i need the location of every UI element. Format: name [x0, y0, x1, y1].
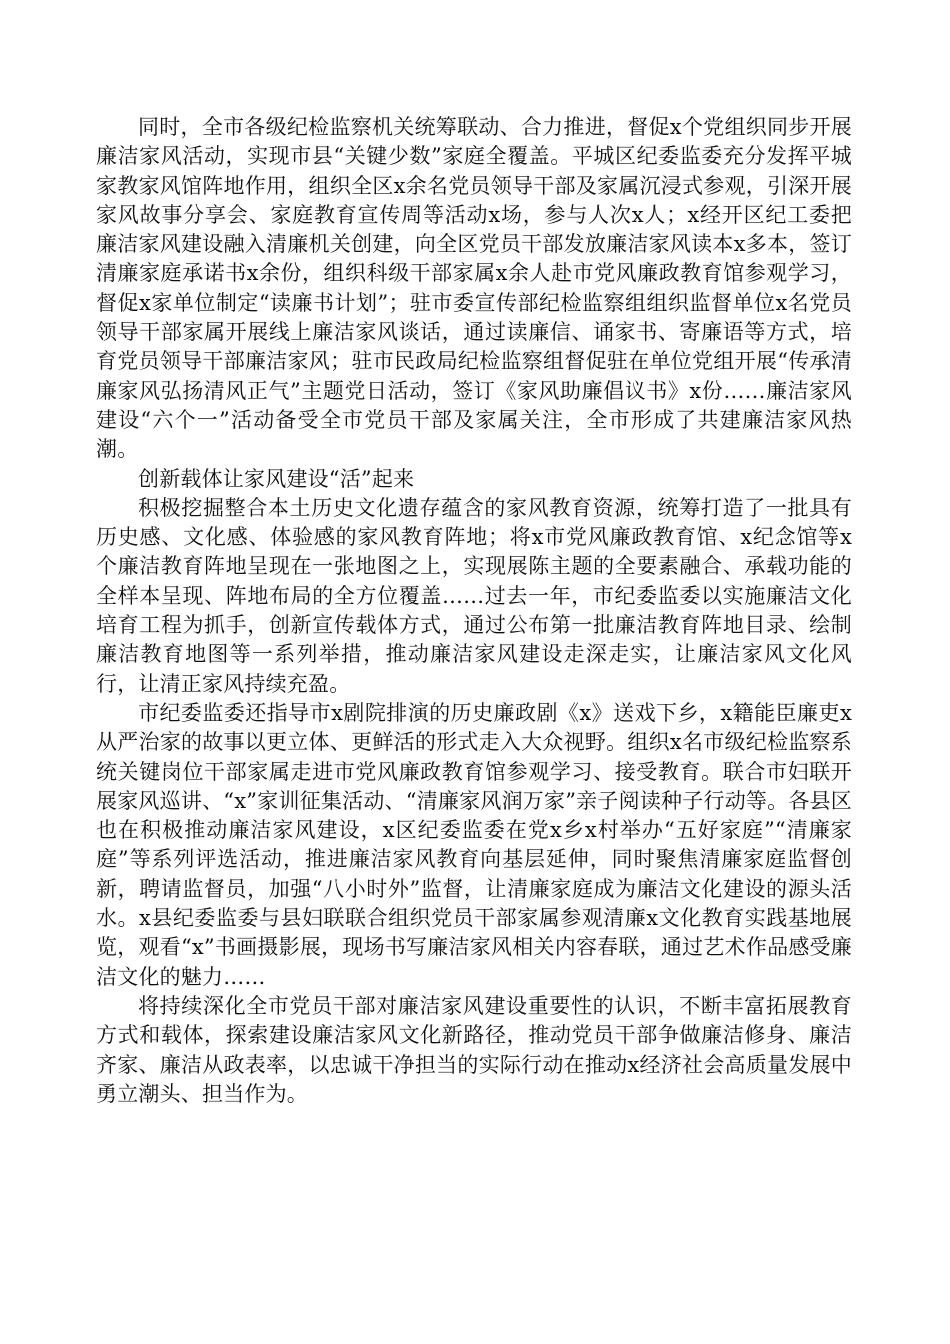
paragraph-conclusion: 将持续深化全市党员干部对廉洁家风建设重要性的认识，不断丰富拓展教育方式和载体，探索建设廉洁家风文化新路径，推动党员干部争做廉洁修身、廉洁齐家、廉洁从政表率，以忠诚干净担当的实际行动在推动x经济社会高质量发展中勇立潮头、担当作为。: [96, 993, 852, 1106]
paragraph-coordinated-activities: 同时，全市各级纪检监察机关统筹联动、合力推进，督促x个党组织同步开展廉洁家风活动，实现市县“关键少数”家庭全覆盖。平城区纪委监委充分发挥平城家教家风馆阵地作用，组织全区x余名党员领导干部及家属沉浸式参观，引深开展家风故事分享会、家庭教育宣传周等活动x场，参与人次x人；x经开区纪工委把廉洁家风建设融入清廉机关创建，向全区党员干部发放廉洁家风读本x多本，签订清廉家庭承诺书x余份，组织科级干部家属x余人赴市党风廉政教育馆参观学习，督促x家单位制定“读廉书计划”；驻市委宣传部纪检监察组组织监督单位x名党员领导干部家属开展线上廉洁家风谈话，通过读廉信、诵家书、寄廉语等方式，培育党员领导干部廉洁家风；驻市民政局纪检监察组督促驻在单位党组开展“传承清廉家风弘扬清风正气”主题党日活动，签订《家风助廉倡议书》x份……廉洁家风建设“六个一”活动备受全市党员干部及家属关注，全市形成了共建廉洁家风热潮。: [96, 115, 852, 462]
document-body: [96, 113, 852, 1109]
paragraph-education-bases: 积极挖掘整合本土历史文化遗存蕴含的家风教育资源，统筹打造了一批具有历史感、文化感、体验感的家风教育阵地；将x市党风廉政教育馆、x纪念馆等x个廉洁教育阵地呈现在一张地图之上，实现展陈主题的全要素融合、承载功能的全样本呈现、阵地布局的全方位覆盖……过去一年，市纪委监委以实施廉洁文化培育工程为抓手，创新宣传载体方式，通过公布第一批廉洁教育阵地目录、绘制廉洁教育地图等一系列举措，推动廉洁家风建设走深走实，让廉洁家风文化风行，让清正家风持续充盈。: [96, 495, 852, 696]
section-heading: 创新载体让家风建设“活”起来: [138, 466, 415, 491]
paragraph-drama-and-activities: 市纪委监委还指导市x剧院排演的历史廉政剧《x》送戏下乡，x籍能臣廉吏x从严治家的故事以更立体、更鲜活的形式走入大众视野。组织x名市级纪检监察系统关键岗位干部家属走进市党风廉政教育馆参观学习、接受教育。联合市妇联开展家风巡讲、“x”家训征集活动、“清廉家风润万家”亲子阅读种子行动等。各县区也在积极推动廉洁家风建设，x区纪委监委在党x乡x村举办“五好家庭”“清廉家庭”等系列评选活动，推进廉洁家风教育向基层延伸，同时聚焦清廉家庭监督创新，聘请监督员，加强“八小时外”监督，让清廉家庭成为廉洁文化建设的源头活水。x县纪委监委与县妇联联合组织党员干部家属参观清廉x文化教育实践基地展览，观看“x”书画摄影展，现场书写廉洁家风相关内容春联，通过艺术作品感受廉洁文化的魅力……: [96, 700, 852, 989]
